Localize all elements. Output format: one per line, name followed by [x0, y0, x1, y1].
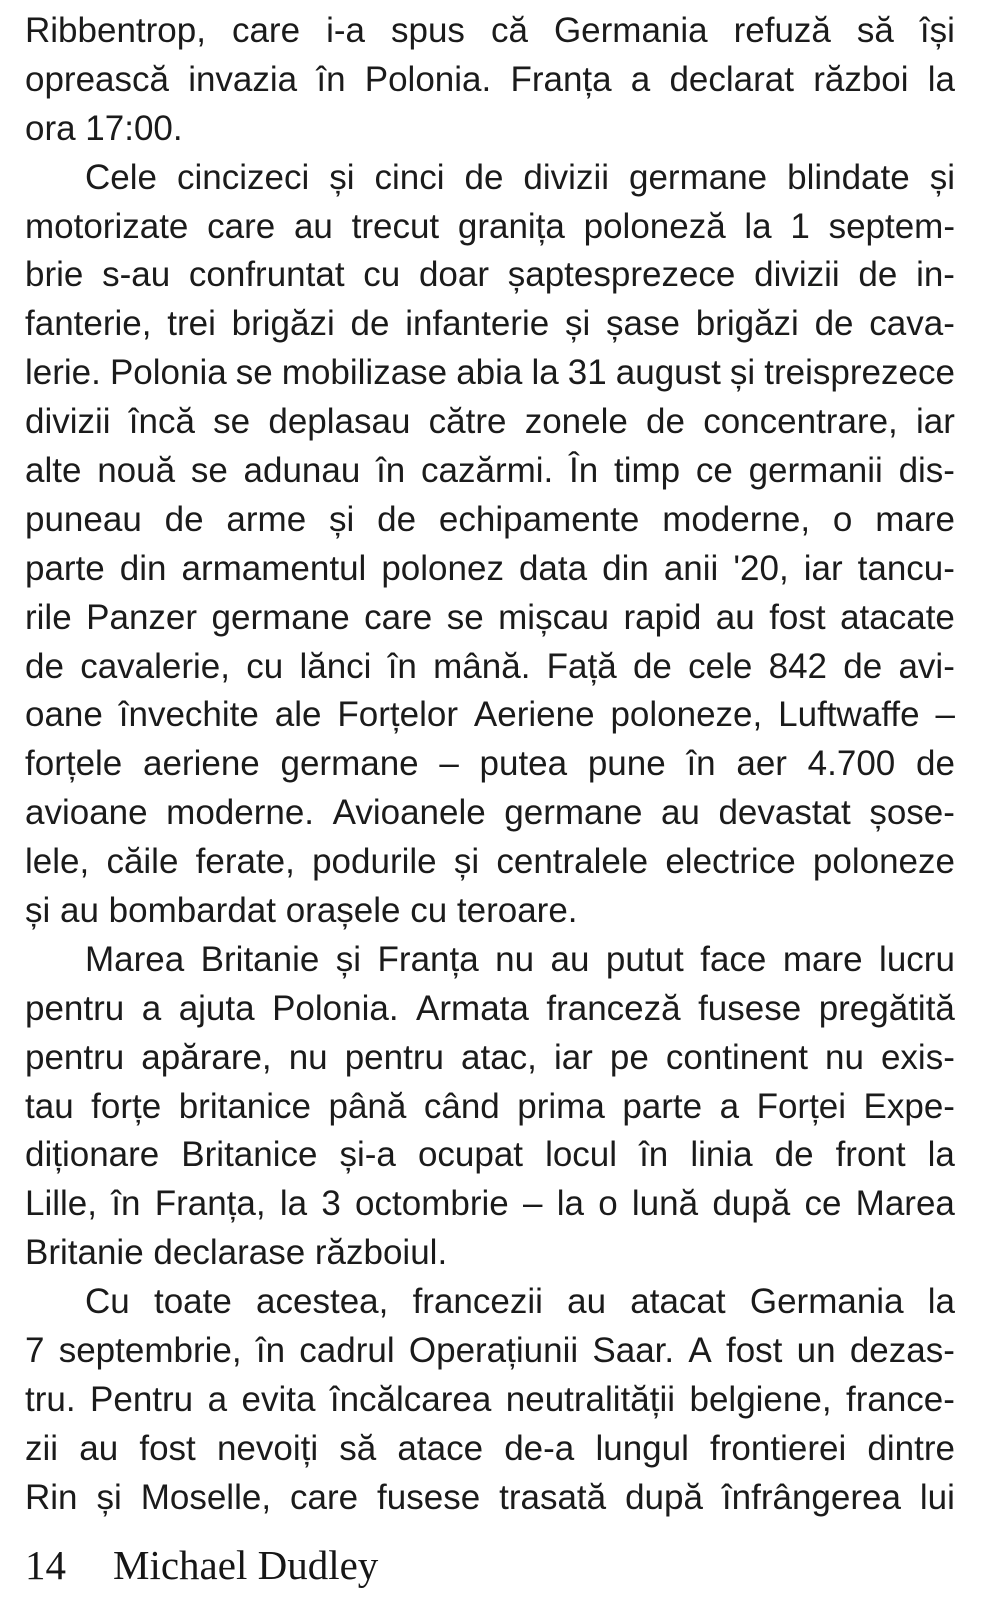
text-line: oane învechite ale Forțelor Aeriene poloneze, Luftwaffe –	[25, 695, 955, 735]
text-line: Lille, în Franța, la 3 octombrie – la o lună după ce Marea	[25, 1184, 955, 1224]
text-line: ora 17:00.	[25, 108, 183, 148]
text-line: Marea Britanie și Franța nu au putut face mare lucru	[85, 939, 955, 979]
text-line: Rin și Moselle, care fusese trasată după înfrângerea lui	[25, 1477, 955, 1517]
page-number: 14	[25, 1541, 66, 1588]
text-line: puneau de arme și de echipamente moderne, o mare	[25, 499, 955, 539]
paragraph	[25, 154, 955, 936]
text-line: lele, căile ferate, podurile și centralele electrice poloneze	[25, 842, 955, 882]
author-running-footer: Michael Dudley	[113, 1541, 379, 1588]
text-line: diționare Britanice și-a ocupat locul în linia de front la	[25, 1135, 955, 1175]
text-line: parte din armamentul polonez data din anii '20, iar tancu-	[25, 548, 955, 588]
text-line: zii au fost nevoiți să atace de-a lungul frontierei dintre	[25, 1428, 955, 1468]
text-line: oprească invazia în Polonia. Franța a declarat război la	[25, 59, 955, 99]
paragraph	[25, 936, 955, 1278]
text-line: motorizate care au trecut granița poloneză la 1 septem-	[25, 206, 955, 246]
text-line: forțele aeriene germane – putea pune în aer 4.700 de	[25, 744, 955, 784]
text-line: avioane moderne. Avioanele germane au devastat șose-	[25, 793, 955, 833]
text-line: tau forțe britanice până când prima parte a Forței Expe-	[25, 1086, 955, 1126]
text-line: divizii încă se deplasau către zonele de concentrare, iar	[25, 402, 955, 442]
text-line: rile Panzer germane care se mișcau rapid au fost atacate	[25, 597, 955, 637]
text-line: Cele cincizeci și cinci de divizii germane blindate și	[85, 157, 955, 197]
text-line: pentru apărare, nu pentru atac, iar pe continent nu exis-	[25, 1037, 955, 1077]
text-line: lerie. Polonia se mobilizase abia la 31 august și treisprezece	[25, 353, 955, 393]
text-line: tru. Pentru a evita încălcarea neutralității belgiene, france-	[25, 1379, 955, 1419]
text-line: Britanie declarase războiul.	[25, 1233, 448, 1273]
page-footer	[25, 1542, 955, 1588]
text-line: Cu toate acestea, francezii au atacat Germania la	[85, 1282, 955, 1322]
paragraph	[25, 1278, 955, 1522]
text-line: pentru a ajuta Polonia. Armata franceză fusese pregătită	[25, 988, 955, 1028]
text-line: de cavalerie, cu lănci în mână. Față de cele 842 de avi-	[25, 646, 955, 686]
text-line: fanterie, trei brigăzi de infanterie și șase brigăzi de cava-	[25, 304, 955, 344]
text-line: și au bombardat orașele cu teroare.	[25, 891, 578, 931]
text-line: brie s-au confruntat cu doar șaptesprezece divizii de in-	[25, 255, 955, 295]
text-line: Ribbentrop, care i-a spus că Germania refuză să își	[25, 11, 955, 50]
text-line: 7 septembrie, în cadrul Operațiunii Saar. A fost un dezas-	[25, 1331, 955, 1371]
paragraph	[25, 7, 955, 154]
text-line: alte nouă se adunau în cazărmi. În timp ce germanii dis-	[25, 451, 955, 491]
